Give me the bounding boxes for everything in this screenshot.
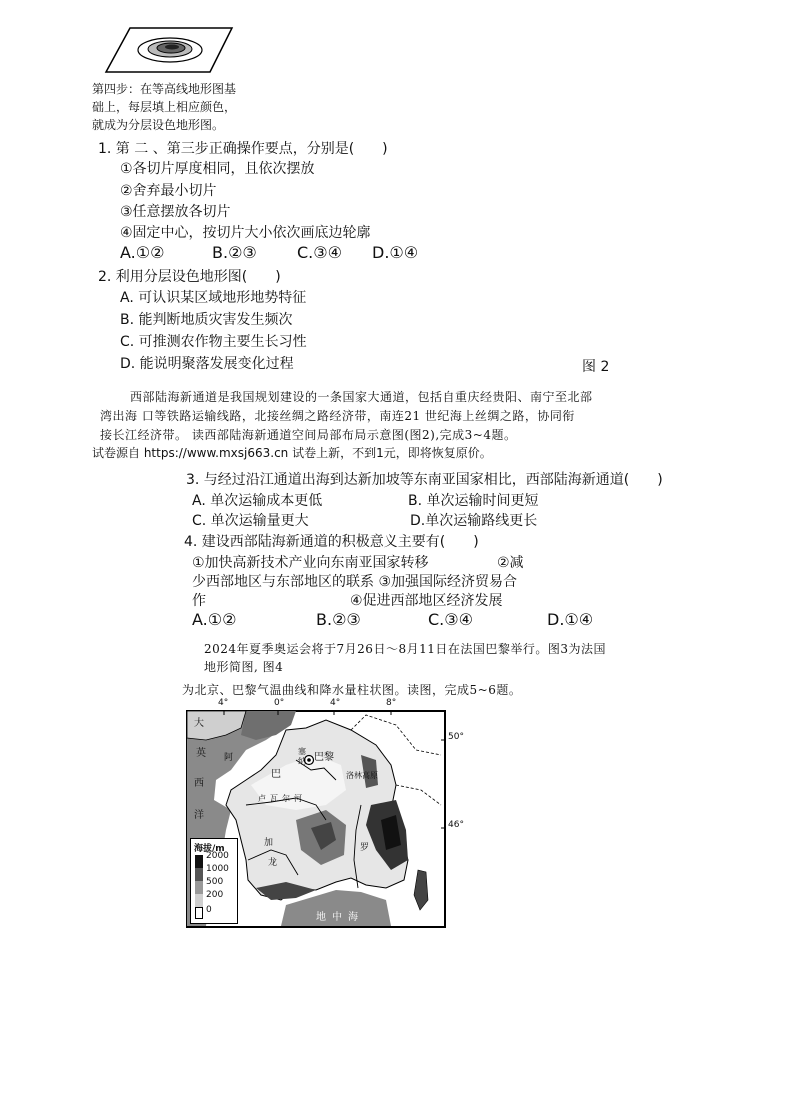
question-4-line2: 少西部地区与东部地区的联系 ③加强国际经济贸易合 [192, 574, 517, 590]
map-label-wa: 瓦 [270, 794, 278, 803]
question-4-line3b: ④促进西部地区经济发展 [350, 593, 503, 609]
question-1-stem: 1. 第 二 、第三步正确操作要点，分别是( ) [98, 141, 388, 157]
question-1-item-1: ①各切片厚度相同，且依次摆放 [120, 161, 315, 177]
question-4-choice-c[interactable]: C.③④ [428, 610, 473, 629]
question-3-stem: 3. 与经过沿江通道出海到达新加坡等东南亚国家相比，西部陆海新通道( ) [186, 472, 663, 488]
map-label-he: 河 [294, 794, 302, 803]
passage-1-line3: 接长江经济带。 读西部陆海新通道空间局部布局示意图(图2),完成3~4题。 [100, 428, 517, 442]
map-label-a: 阿 [224, 753, 234, 763]
legend-value-2000: 2000 [206, 851, 229, 861]
question-4-choice-d[interactable]: D.①④ [547, 610, 594, 629]
question-4-choice-b[interactable]: B.②③ [316, 610, 361, 629]
lon-label-4e: 4° [330, 698, 341, 708]
question-4-stem: 4. 建设西部陆海新通道的积极意义主要有( ) [184, 534, 479, 550]
passage-2-line2: 地形简图, 图4 [204, 660, 284, 674]
map-label-da: 大 [194, 718, 204, 729]
legend-value-1000: 1000 [206, 864, 229, 874]
question-2-stem: 2. 利用分层设色地形图( ) [98, 269, 281, 285]
question-3-option-a[interactable]: A. 单次运输成本更低 [192, 493, 323, 509]
passage-1-line2: 湾出海 口等铁路运输线路，北接丝绸之路经济带，南连21 世纪海上丝绸之路，协同衔 [100, 409, 575, 423]
map-label-di: 地 [316, 912, 326, 923]
map-label-zhong: 中 [332, 912, 342, 923]
passage-2-line1: 2024年夏季奥运会将于7月26日～8月11日在法国巴黎举行。图3为法国 [204, 642, 606, 656]
question-1-choice-a[interactable]: A.①② [120, 243, 165, 262]
map-label-lorraine: 洛林高原 [346, 771, 378, 780]
lat-label-50: 50° [448, 732, 464, 742]
question-1-item-2: ②舍弃最小切片 [120, 183, 217, 199]
legend-value-500: 500 [206, 877, 224, 887]
contour-layer-illustration [100, 26, 235, 76]
map-label-er: 尔 [282, 794, 290, 803]
legend-swatch-200 [195, 894, 203, 907]
question-3-option-c[interactable]: C. 单次运输量更大 [192, 513, 309, 529]
map-label-sai: 塞 [298, 747, 306, 756]
passage-2-line3: 为北京、巴黎气温曲线和降水量柱状图。读图，完成5~6题。 [182, 683, 522, 697]
passage-1-line1: 西部陆海新通道是我国规划建设的一条国家大通道，包括自重庆经贵阳、南宁至北部 [130, 390, 593, 404]
map-label-xi: 西 [194, 778, 204, 789]
legend-swatch-0 [195, 907, 203, 919]
step4-text-line1: 第四步：在等高线地形图基 [92, 82, 237, 96]
elevation-legend [190, 838, 238, 924]
question-1-choice-c[interactable]: C.③④ [297, 243, 342, 262]
question-4-choice-a[interactable]: A.①② [192, 610, 237, 629]
lat-label-46: 46° [448, 820, 464, 830]
legend-value-0: 0 [206, 905, 212, 915]
map-label-luo: 罗 [360, 843, 370, 853]
france-terrain-map [186, 698, 464, 928]
map-label-paris: 巴黎 [314, 752, 334, 763]
map-label-na: 纳 [298, 757, 306, 766]
lon-label-4w: 4° [218, 698, 229, 708]
legend-value-200: 200 [206, 890, 224, 900]
question-2-option-b[interactable]: B. 能判断地质灾害发生频次 [120, 312, 293, 328]
legend-swatch-500 [195, 881, 203, 894]
map-label-ying: 英 [196, 748, 206, 759]
map-label-yang: 洋 [194, 810, 204, 821]
question-4-line3a: 作 [192, 593, 206, 609]
map-label-hai: 海 [348, 912, 358, 923]
map-label-lu: 卢 [258, 794, 266, 803]
question-1-choice-d[interactable]: D.①④ [372, 243, 419, 262]
question-1-item-4: ④固定中心，按切片大小依次画底边轮廓 [120, 225, 371, 241]
question-2-option-d[interactable]: D. 能说明聚落发展变化过程 [120, 356, 294, 372]
legend-swatch-2000 [195, 855, 203, 868]
question-4-line1a: ①加快高新技术产业向东南亚国家转移 [192, 555, 429, 571]
map-label-jia: 加 [264, 838, 274, 848]
question-4-line1b: ②减 [497, 555, 524, 571]
lon-label-8e: 8° [386, 698, 397, 708]
map-label-ba: 巴 [271, 769, 281, 780]
legend-title: 海拔/m [194, 844, 225, 854]
question-2-option-c[interactable]: C. 可推测农作物主要生长习性 [120, 334, 307, 350]
step4-text-line3: 就成为分层设色地形图。 [92, 118, 225, 132]
question-2-option-a[interactable]: A. 可认识某区域地形地势特征 [120, 290, 307, 306]
legend-swatch-1000 [195, 868, 203, 881]
step4-text-line2: 础上，每层填上相应颜色， [92, 100, 237, 114]
map-label-long: 龙 [268, 858, 278, 868]
source-notice: 试卷源自 https://www.mxsj663.cn 试卷上新，不到1元，即将恢复原价。 [92, 446, 492, 460]
question-3-option-b[interactable]: B. 单次运输时间更短 [408, 493, 539, 509]
question-1-item-3: ③任意摆放各切片 [120, 204, 231, 220]
question-3-option-d[interactable]: D.单次运输路线更长 [410, 513, 538, 529]
lon-label-0: 0° [274, 698, 285, 708]
figure-2-label: 图 2 [582, 359, 610, 375]
question-1-choice-b[interactable]: B.②③ [212, 243, 257, 262]
